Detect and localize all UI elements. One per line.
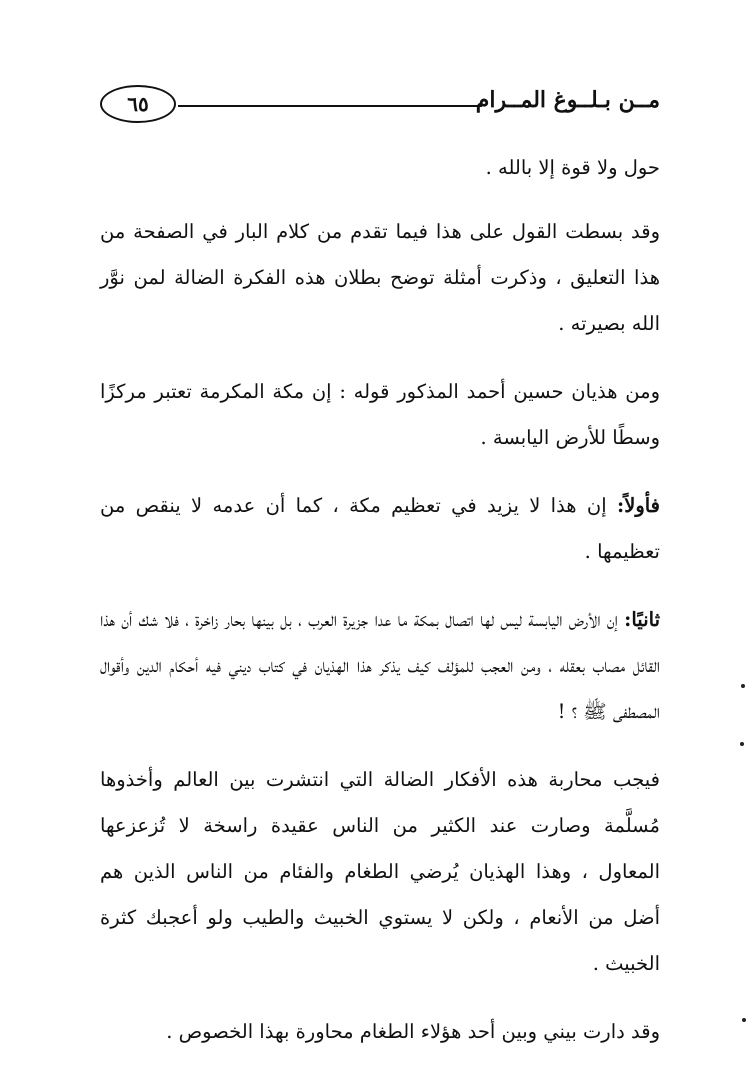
paragraph <box>100 145 660 191</box>
paragraph <box>100 597 660 735</box>
page-number: ٦٥ <box>100 85 176 123</box>
paragraph-lead: ثانيًا: <box>624 608 660 631</box>
paragraph <box>100 209 660 347</box>
book-title: مــن بـلــوغ المــرام <box>475 87 660 113</box>
paragraph <box>100 1009 660 1055</box>
scan-speck <box>742 1018 746 1022</box>
paragraph-text: وقد دارت بيني وبين أحد هؤلاء الطغام محاورة بهذا الخصوص . <box>166 1020 660 1043</box>
paragraph-text: وقد بسطت القول على هذا فيما تقدم من كلام البار في الصفحة من هذا التعليق ، وذكرت أمثلة توضح بطلان هذه الفكرة الضالة لمن نوَّر الله بصيرته . <box>100 220 660 335</box>
header-rule <box>178 105 482 107</box>
paragraph-text: ومن هذيان حسين أحمد المذكور قوله : إن مكة المكرمة تعتبر مركزًا وسطًا للأرض اليابسة . <box>100 380 660 449</box>
paragraph-text: فيجب محاربة هذه الأفكار الضالة التي انتشرت بين العالم وأخذوها مُسلَّمة وصارت عند الكثير من الناس عقيدة راسخة لا تُزعزعها المعاول ، وهذا الهذيان يُرضي الطغام والفئام من الناس الذين هم أضل من الأنعام ، ولكن لا يستوي الخبيث والطيب ولو أعجبك كثرة الخبيث . <box>100 768 660 975</box>
paragraph-text: حول ولا قوة إلا بالله . <box>485 156 660 179</box>
scan-speck <box>741 684 745 688</box>
paragraph <box>100 483 660 575</box>
paragraph-text: إن هذا لا يزيد في تعظيم مكة ، كما أن عدمه لا ينقص من تعظيمها . <box>100 494 660 563</box>
body-text <box>100 145 660 1077</box>
page-header <box>100 85 660 129</box>
paragraph <box>100 369 660 461</box>
paragraph <box>100 757 660 987</box>
paragraph-text: إن الأرض اليابسة ليس لها اتصال بمكة ما عدا جزيرة العرب ، بل بينها بحار زاخرة ، فلا شك أن هذا القائل مصاب بعقله ، ومن العجب للمؤلف كيف يذكر هذا الهذيان في كتاب ديني فيه أحكام الدين وأقوال المصطفى ﷺ ؟ ! <box>100 608 660 723</box>
scan-speck <box>740 742 744 746</box>
paragraph-lead: فأولاً: <box>617 494 660 517</box>
